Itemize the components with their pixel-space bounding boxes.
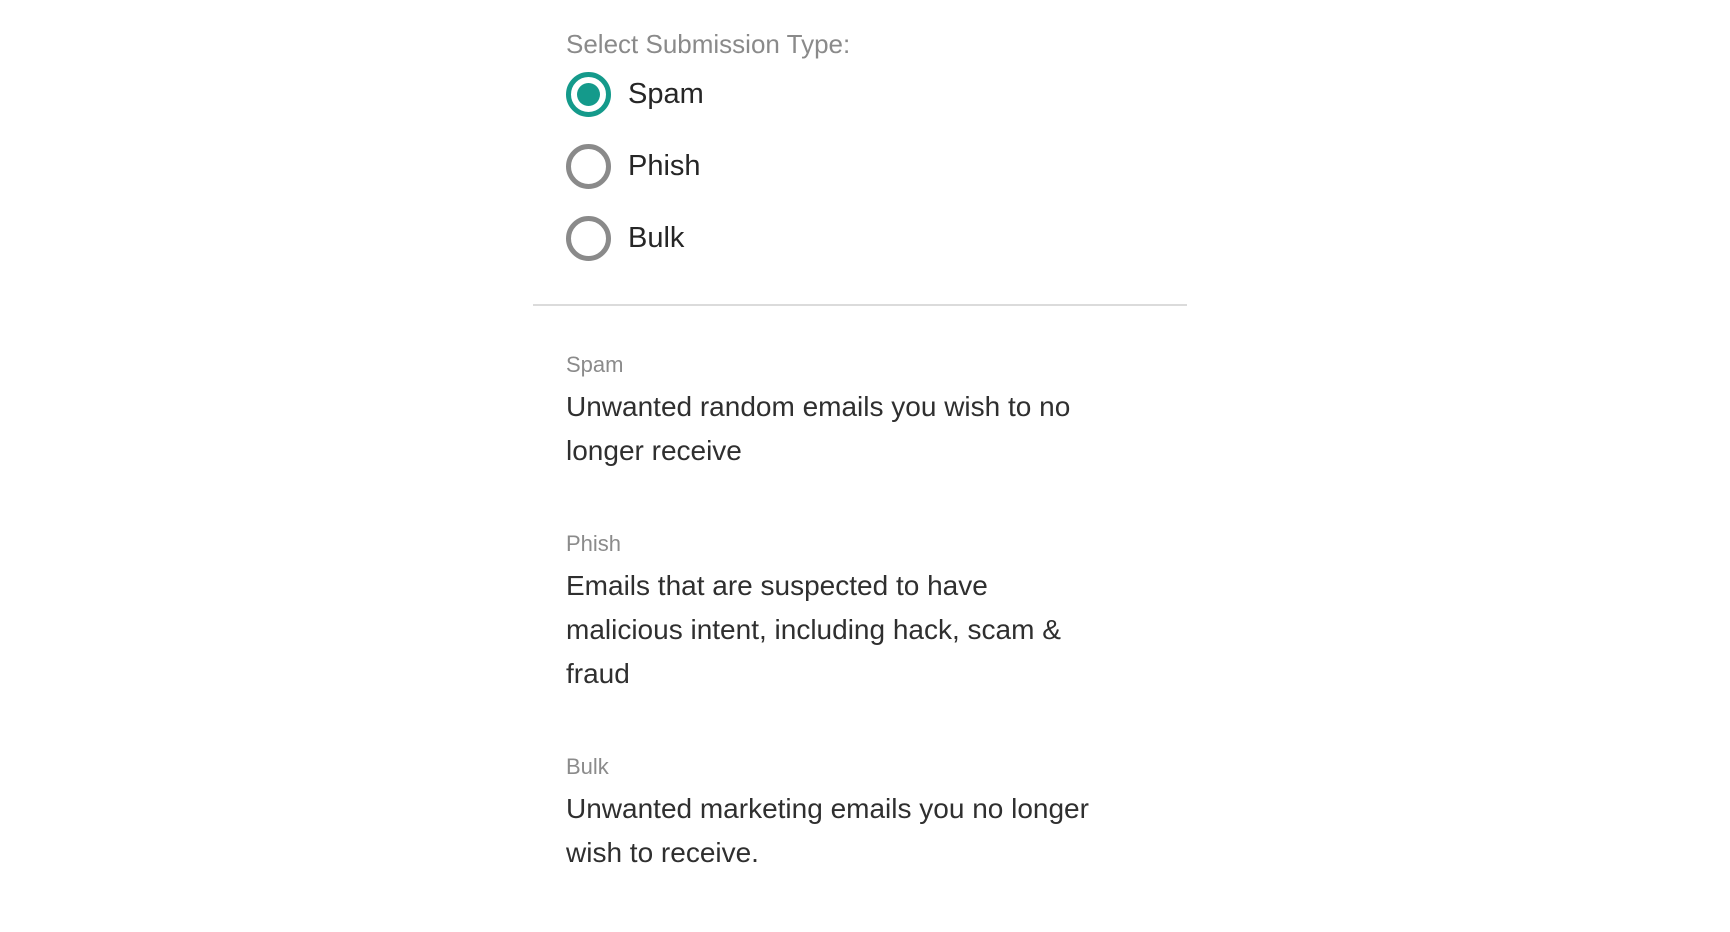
radio-selected-dot-icon (577, 83, 600, 106)
description-spam (566, 351, 1154, 473)
description-bulk-text: Unwanted marketing emails you no longer wish to receive. (566, 793, 1089, 868)
radio-option-spam-label[interactable]: Spam (628, 78, 704, 110)
radio-list (566, 72, 1154, 261)
description-spam-text: Unwanted random emails you wish to no longer receive (566, 391, 1071, 466)
radio-button-icon[interactable] (566, 72, 611, 117)
description-spam-term: Spam (566, 352, 624, 377)
description-phish (566, 530, 1154, 696)
radio-option-phish-label[interactable]: Phish (628, 150, 701, 182)
radio-option-spam[interactable] (566, 72, 1154, 117)
description-phish-text: Emails that are suspected to have malicious intent, including hack, scam & fraud (566, 570, 1061, 689)
radio-button-icon[interactable] (566, 144, 611, 189)
radio-option-phish[interactable] (566, 144, 1154, 189)
type-descriptions (533, 306, 1187, 875)
description-bulk (566, 753, 1154, 875)
radio-option-bulk-label[interactable]: Bulk (628, 222, 685, 254)
radio-option-bulk[interactable] (566, 216, 1154, 261)
submission-type-group (533, 0, 1187, 261)
description-bulk-term: Bulk (566, 754, 609, 779)
radio-button-icon[interactable] (566, 216, 611, 261)
submission-form-panel (533, 0, 1187, 932)
submission-type-heading: Select Submission Type: (566, 29, 851, 59)
description-phish-term: Phish (566, 531, 622, 556)
